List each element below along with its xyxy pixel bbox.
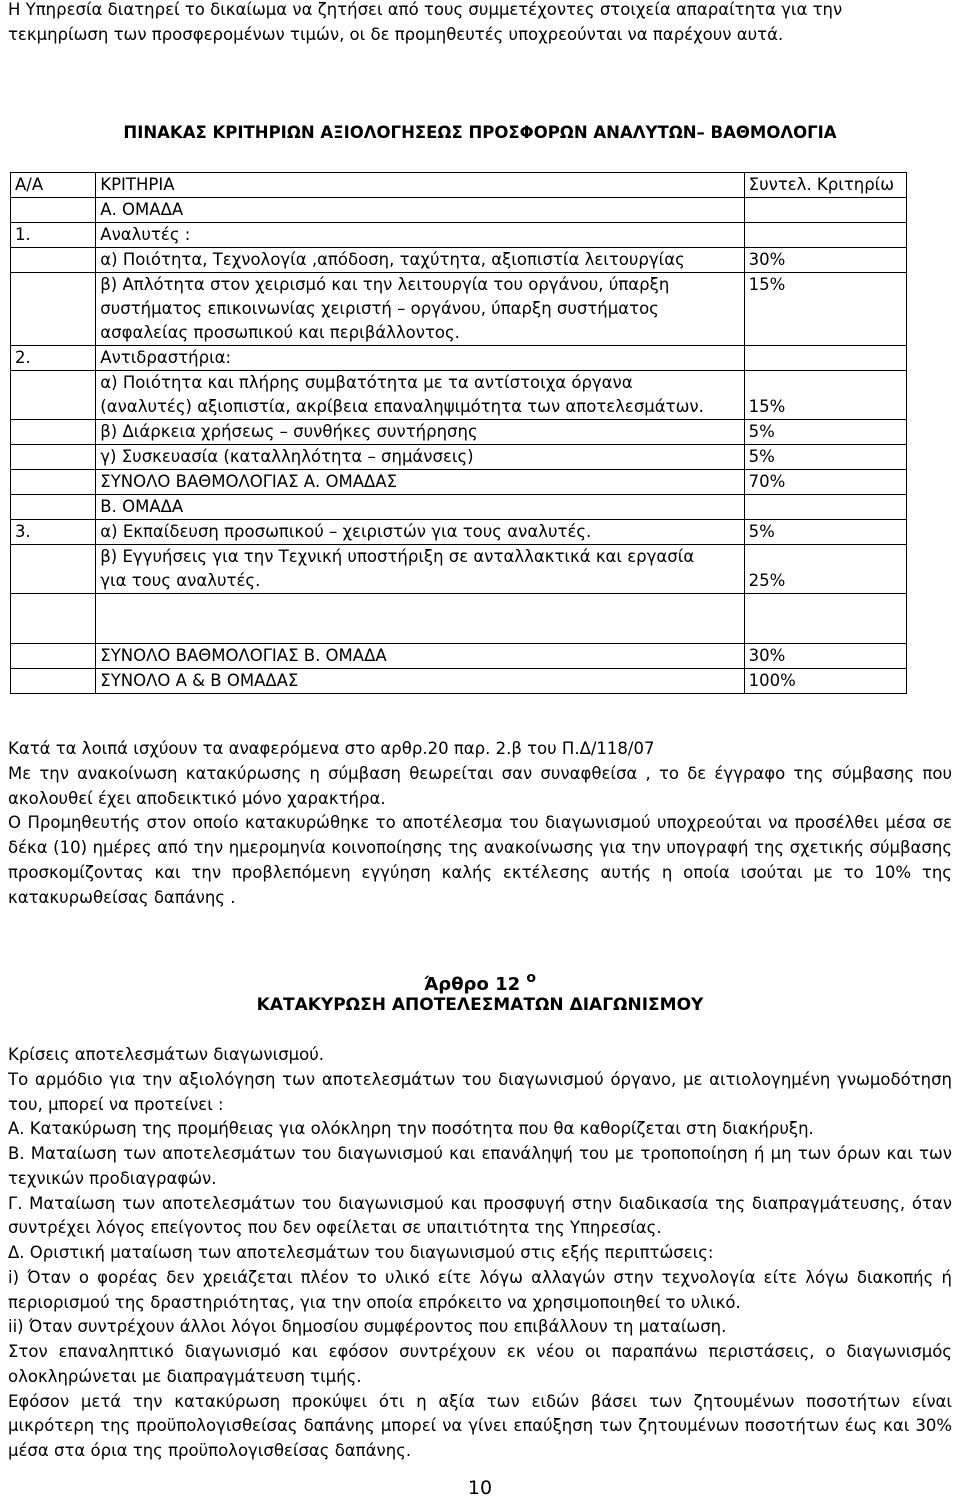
criteria-table (10, 172, 907, 694)
row-2a-line-2: (αναλυτές) αξιοπιστία, ακρίβεια επαναληψιμότητα των αποτελεσμάτων. (100, 397, 704, 416)
row-1b-weight: 15% (744, 273, 906, 346)
article-heading: Κρίσεις αποτελεσμάτων διαγωνισμού. (8, 1045, 325, 1064)
table-title: ΠΙΝΑΚΑΣ ΚΡΙΤΗΡΙΩΝ ΑΞΙΟΛΟΓΗΣΕΩΣ ΠΡΟΣΦΟΡΩΝ ΑΝΑΛΥΤΩΝ– ΒΑΘΜΟΛΟΓΙΑ (123, 123, 837, 142)
table-row (11, 495, 907, 520)
table-row (11, 420, 907, 445)
item-2-num: 2. (11, 346, 96, 371)
table-row (11, 371, 907, 420)
table-row (11, 273, 907, 346)
intro-line-1: Η Υπηρεσία διατηρεί το δικαίωμα να ζητήσει από τους συμμετέχοντες στοιχεία απαραίτητα για την (8, 0, 843, 19)
group-b-label: Β. ΟΜΑΔΑ (96, 495, 744, 520)
row-2c-weight: 5% (744, 445, 906, 470)
header-criteria: ΚΡΙΤΗΡΙΑ (96, 173, 744, 198)
article-number-text: Άρθρο 12 (423, 974, 521, 995)
row-1b-line-1: β) Απλότητα στον χειρισμό και την λειτουργία του οργάνου, ύπαρξη (100, 275, 670, 294)
row-3b-text (96, 545, 744, 594)
article-p-i: i) Όταν ο φορέας δεν χρειάζεται πλέον το υλικό είτε λόγω αλλαγών στην τεχνολογία είτε λόγω διακοπής ή περιορισμού της δραστηριότητας, για την οποία επρόκειτο να χρησιμοποιηθεί το υλικό. (8, 1267, 952, 1312)
row-1a-weight: 30% (744, 248, 906, 273)
table-row (11, 545, 907, 594)
row-2b-weight: 5% (744, 420, 906, 445)
row-1b-line-2: συστήματος επικοινωνίας χειριστή – οργάνου, ύπαρξη συστήματος (100, 299, 659, 318)
article-p-ii: ii) Όταν συντρέχουν άλλοι λόγοι δημοσίου συμφέροντος που επιβάλλουν τη ματαίωση. (8, 1317, 727, 1337)
item-2-title: Αντιδραστήρια: (96, 346, 744, 371)
after-table-p2: Με την ανακοίνωση κατακύρωσης η σύμβαση θεωρείται σαν συναφθείσα , το δε έγγραφο της σύμβασης που ακολουθεί έχει αποδεικτικό μόνο χαρακτήρα. (8, 763, 952, 808)
header-num: Α/Α (11, 173, 96, 198)
intro-paragraph (8, 0, 952, 48)
item-3-num: 3. (11, 520, 96, 545)
intro-line-2: τεκμηρίωση των προσφερομένων τιμών, οι δε προμηθευτές υποχρεούνται να παρέχουν αυτά. (8, 24, 784, 44)
article-p-d: Δ. Οριστική ματαίωση των αποτελεσμάτων του διαγωνισμού στις εξής περιπτώσεις: (8, 1243, 714, 1262)
header-weight: Συντελ. Κριτηρίω (744, 173, 906, 198)
table-row (11, 198, 907, 223)
total-b-text: ΣΥΝΟΛΟ ΒΑΘΜΟΛΟΓΙΑΣ Β. ΟΜΑΔΑ (96, 644, 744, 669)
item-1-num: 1. (11, 223, 96, 248)
article-p-b: Β. Ματαίωση των αποτελεσμάτων του διαγωνισμού και επανάληψή του με τροποποίηση ή μη των όρων και των τεχνικών προδιαγραφών. (8, 1144, 952, 1188)
after-table-text (8, 737, 952, 910)
row-1b-text (96, 273, 744, 346)
total-a-text: ΣΥΝΟΛΟ ΒΑΘΜΟΛΟΓΙΑΣ Α. ΟΜΑΔΑΣ (96, 470, 744, 495)
article-p1: Το αρμόδιο για την αξιολόγηση των αποτελεσμάτων του διαγωνισμού όργανο, με αιτιολογημένη γνωμοδότηση του, μπορεί να προτείνει : (8, 1069, 952, 1114)
article-p-g: Γ. Ματαίωση των αποτελεσμάτων του διαγωνισμού και προσφυγή στην διαδικασία της διαπραγμάτευσης, όταν συντρέχει λόγος επείγοντος που δεν οφείλεται σε υπαιτιότητα της Υπηρεσίας. (8, 1193, 952, 1238)
article-p-a: Α. Κατακύρωση της προμήθειας για ολόκληρη την ποσότητα που θα καθορίζεται στη διακήρυξη. (8, 1119, 814, 1139)
table-row-empty (11, 594, 907, 644)
page-number: 10 (467, 1477, 493, 1499)
row-1a-text: α) Ποιότητα, Τεχνολογία ,απόδοση, ταχύτητα, αξιοπιστία λειτουργίας (96, 248, 744, 273)
total-ab-text: ΣΥΝΟΛΟ Α & Β ΟΜΑΔΑΣ (96, 669, 744, 694)
article-p-new: Στον επαναληπτικό διαγωνισμό και εφόσον συντρέχουν εκ νέου οι παραπάνω περιστάσεις, ο διαγωνισμός ολοκληρώνεται με διαπραγμάτευση τιμής. (8, 1342, 952, 1386)
item-1-title: Αναλυτές : (96, 223, 744, 248)
article-p-last: Εφόσον μετά την κατακύρωση προκύψει ότι η αξία των ειδών βάσει των ζητουμένων ποσοτήτων είναι μικρότερη της προϋπολογισθείσας δαπάνης μπορεί να γίνει επαύξηση των ζητουμένων ποσοτήτων έως και 30% μέσα στα όρια της προϋπολογισθείσας δαπάνης. (8, 1391, 952, 1460)
row-3b-weight: 25% (744, 545, 906, 594)
table-header-row (11, 173, 907, 198)
table-row (11, 520, 907, 545)
total-a-weight: 70% (744, 470, 906, 495)
row-3b-line-1: β) Εγγυήσεις για την Τεχνική υποστήριξη σε ανταλλακτικά και εργασία (100, 547, 695, 566)
after-table-p3: Ο Προμηθευτής στον οποίο κατακυρώθηκε το αποτέλεσμα του διαγωνισμού υποχρεούται να προσέλθει μέσα σε δέκα (10) ημέρες από την ημερομηνία κοινοποίησης της ανακοίνωσης για την υπογραφή της σχετικής σύμβασης προσκομίζοντας και την προβλεπόμενη εγγύηση καλής εκτέλεσης αυτής η οποία ισούται με το 10% της κατακυρωθείσας δαπάνης . (8, 813, 952, 907)
article-body (8, 1043, 952, 1464)
table-row (11, 445, 907, 470)
table-row (11, 346, 907, 371)
article-ordinal: ο (526, 970, 537, 986)
row-2c-text: γ) Συσκευασία (καταλληλότητα – σημάνσεις) (96, 445, 744, 470)
table-row (11, 223, 907, 248)
row-1b-line-3: ασφαλείας προσωπικού και περιβάλλοντος. (100, 323, 460, 342)
table-row (11, 644, 907, 669)
row-2b-text: β) Διάρκεια χρήσεως – συνθήκες συντήρησης (96, 420, 744, 445)
row-2a-text (96, 371, 744, 420)
total-ab-weight: 100% (744, 669, 906, 694)
table-row (11, 470, 907, 495)
row-3a-weight: 5% (744, 520, 906, 545)
row-2a-line-1: α) Ποιότητα και πλήρης συμβατότητα με τα αντίστοιχα όργανα (100, 373, 633, 392)
total-b-weight: 30% (744, 644, 906, 669)
table-row (11, 248, 907, 273)
row-3b-line-2: για τους αναλυτές. (100, 571, 261, 590)
row-3a-text: α) Εκπαίδευση προσωπικού – χειριστών για τους αναλυτές. (96, 520, 744, 545)
article-title: ΚΑΤΑΚΥΡΩΣΗ ΑΠΟΤΕΛΕΣΜΑΤΩΝ ΔΙΑΓΩΝΙΣΜΟΥ (256, 995, 704, 1015)
after-table-p1: Κατά τα λοιπά ισχύουν τα αναφερόμενα στο αρθρ.20 παρ. 2.β του Π.Δ/118/07 (8, 739, 655, 758)
row-2a-weight: 15% (744, 371, 906, 420)
group-a-label: Α. ΟΜΑΔΑ (96, 198, 744, 223)
table-row (11, 669, 907, 694)
